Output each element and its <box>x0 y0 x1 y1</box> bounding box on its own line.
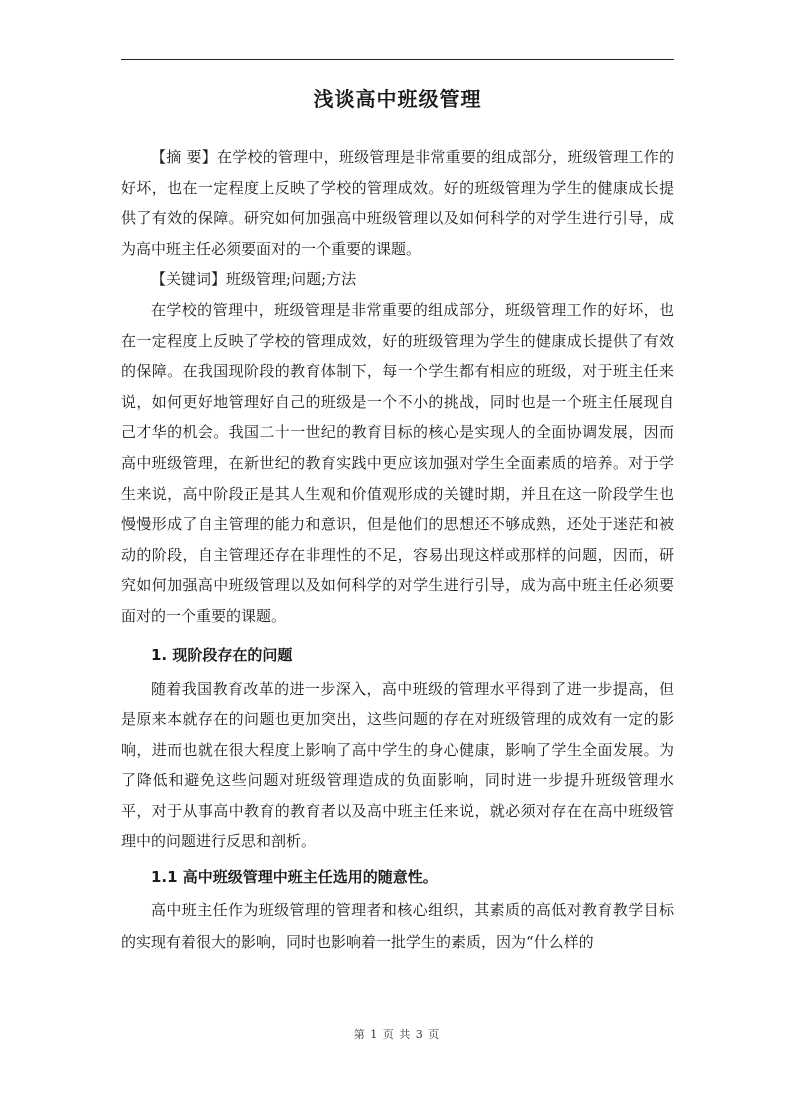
keywords-paragraph <box>121 264 674 295</box>
intro-paragraph: 在学校的管理中，班级管理是非常重要的组成部分，班级管理工作的好坏，也在一定程度上反映了学校的管理成效，好的班级管理为学生的健康成长提供了有效的保障。在我国现阶段的教育体制下，每一个学生都有相应的班级，对于班主任来说，如何更好地管理好自己的班级是一个不小的挑战，同时也是一个班主任展现自己才华的机会。我国二十一世纪的教育目标的核心是实现人的全面协调发展，因而高中班级管理，在新世纪的教育实践中更应该加强对学生全面素质的培养。对于学生来说，高中阶段正是其人生观和价值观形成的关键时期，并且在这一阶段学生也慢慢形成了自主管理的能力和意识，但是他们的思想还不够成熟，还处于迷茫和被动的阶段，自主管理还存在非理性的不足，容易出现这样或那样的问题，因而，研究如何加强高中班级管理以及如何科学的对学生进行引导，成为高中班主任必须要面对的一个重要的课题。 <box>121 300 674 625</box>
abstract-text: 在学校的管理中，班级管理是非常重要的组成部分，班级管理工作的好坏，也在一定程度上反映了学校的管理成效。好的班级管理为学生的健康成长提供了有效的保障。研究如何加强高中班级管理以及如何科学的对学生进行引导，成为高中班主任必须要面对的一个重要的课题。 <box>121 148 674 258</box>
section-1-paragraph: 随着我国教育改革的进一步深入，高中班级的管理水平得到了进一步提高，但是原来本就存在的问题也更加突出，这些问题的存在对班级管理的成效有一定的影响，进而也就在很大程度上影响了高中学生的身心健康，影响了学生全面发展。为了降低和避免这些问题对班级管理造成的负面影响，同时进一步提升班级管理水平，对于从事高中教育的教育者以及高中班主任来说，就必须对存在在高中班级管理中的问题进行反思和剖析。 <box>121 679 674 851</box>
keywords-label: 【关键词】 <box>151 270 227 289</box>
abstract-paragraph <box>121 142 674 264</box>
subsection-1-1-paragraph: 高中班主任作为班级管理的管理者和核心组织，其素质的高低对教育教学目标的实现有着很大的影响，同时也影响着一批学生的素质，因为“什么样的 <box>121 901 674 951</box>
page-footer: 第 1 页 共 3 页 <box>353 1028 441 1041</box>
document-title: 浅谈高中班级管理 <box>313 87 482 111</box>
keywords-text: 班级管理;问题;方法 <box>226 270 357 289</box>
section-1-heading: 1. 现阶段存在的问题 <box>151 645 293 664</box>
document-body <box>121 84 674 958</box>
subsection-1-1-heading: 1.1 高中班级管理中班主任选用的随意性。 <box>151 868 438 887</box>
abstract-label: 【摘 要】 <box>151 148 217 166</box>
header-rule <box>121 59 674 60</box>
